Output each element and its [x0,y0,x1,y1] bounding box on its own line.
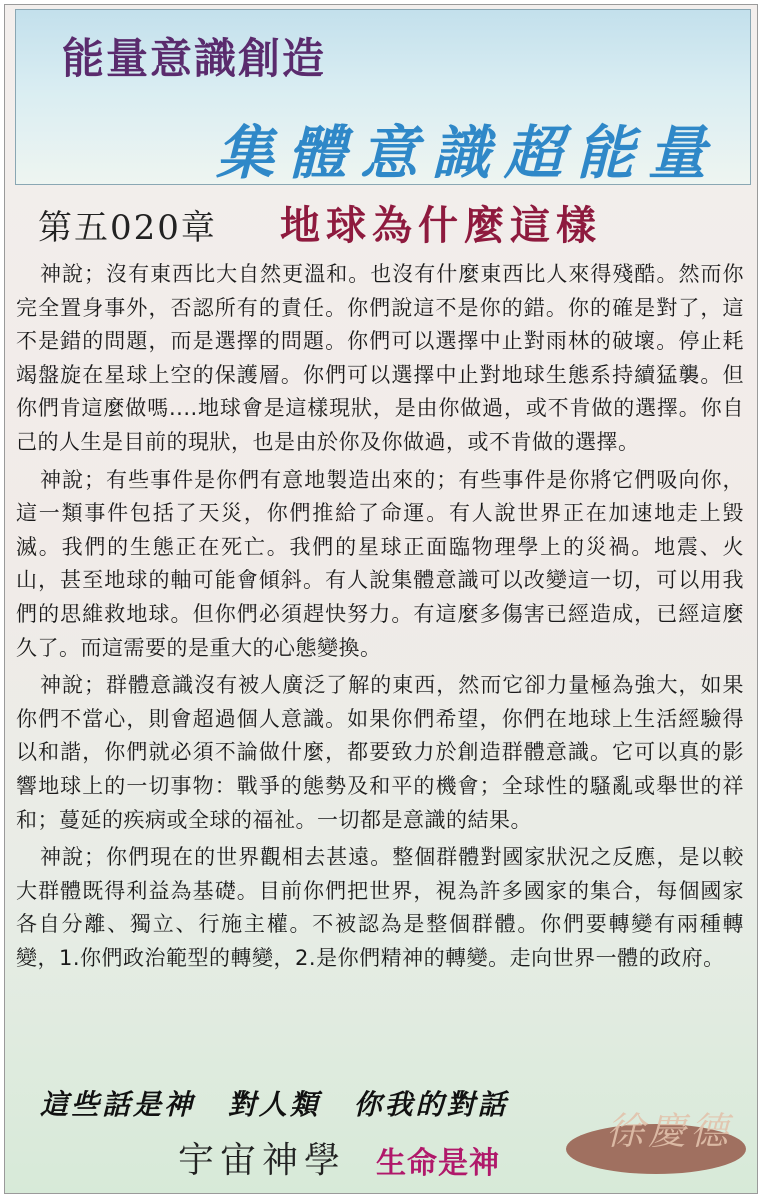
paragraph-2: 神說；有些事件是你們有意地製造出來的；有些事件是你將它們吸向你，這一類事件包括了天災，你們推給了命運。有人說世界正在加速地走上毀滅。我們的生態正在死亡。我們的星球正面臨物理學上的災禍。地震、火山，甚至地球的軸可能會傾斜。有人說集體意識可以改變這一切，可以用我們的思維救地球。但你們必須趕快努力。有這麼多傷害已經造成，已經這麼久了。而這需要的是重大的心態變換。 [16,467,744,660]
paragraph-3: 神說；群體意識沒有被人廣泛了解的東西，然而它卻力量極為強大，如果你們不當心，則會超過個人意識。如果你們希望，你們在地球上生活經驗得以和諧，你們就必須不論做什麼，都要致力於創造群體意識。它可以真的影響地球上的一切事物：戰爭的態勢及和平的機會；全球性的騷亂或舉世的祥和；蔓延的疾病或全球的福祉。一切都是意識的結果。 [16,673,744,832]
header-banner [15,9,751,185]
series-title: 能量意識創造 [62,34,327,83]
footer-line-part-3: 你我的對話 [353,1088,509,1121]
footer-line-part-1: 這些話是神 [40,1088,196,1121]
paragraph-1: 神說；沒有東西比大自然更溫和。也沒有什麼東西比人來得殘酷。然而你完全置身事外，否認所有的責任。你們說這不是你的錯。你的確是對了，這不是錯的問題，而是選擇的問題。你們可以選擇中止對雨林的破壞。停止耗竭盤旋在星球上空的保護層。你們可以選擇中止對地球生態系持續猛襲。但你們肯這麼做嗎....地球會是這樣現狀，是由你做過，或不肯做的選擇。你自己的人生是目前的現狀，也是由於你及你做過，或不肯做的選擇。 [16,262,744,454]
chapter-title: 地球為什麼這樣 [280,202,602,249]
author-seal-name: 徐慶德 [606,1109,733,1153]
chapter-heading [38,192,738,248]
footer-slogan: 生命是神 [376,1146,500,1181]
footer-dialogue-line [40,1083,529,1123]
main-title: 集體意識超能量 [216,119,721,187]
footer-line-part-2: 對人類 [227,1088,321,1121]
footer-brand: 宇宙神學 [178,1140,347,1181]
paragraph-4: 神說；你們現在的世界觀相去甚遠。整個群體對國家狀況之反應，是以較大群體既得利益為基礎。目前你們把世界，視為許多國家的集合，每個國家各自分離、獨立、行施主權。不被認為是整個群體。你們要轉變有兩種轉變，1.你們政治範型的轉變，2.是你們精神的轉變。走向世界一體的政府。 [16,845,744,970]
article-body [16,258,744,979]
chapter-number: 第五020章 [38,208,217,248]
